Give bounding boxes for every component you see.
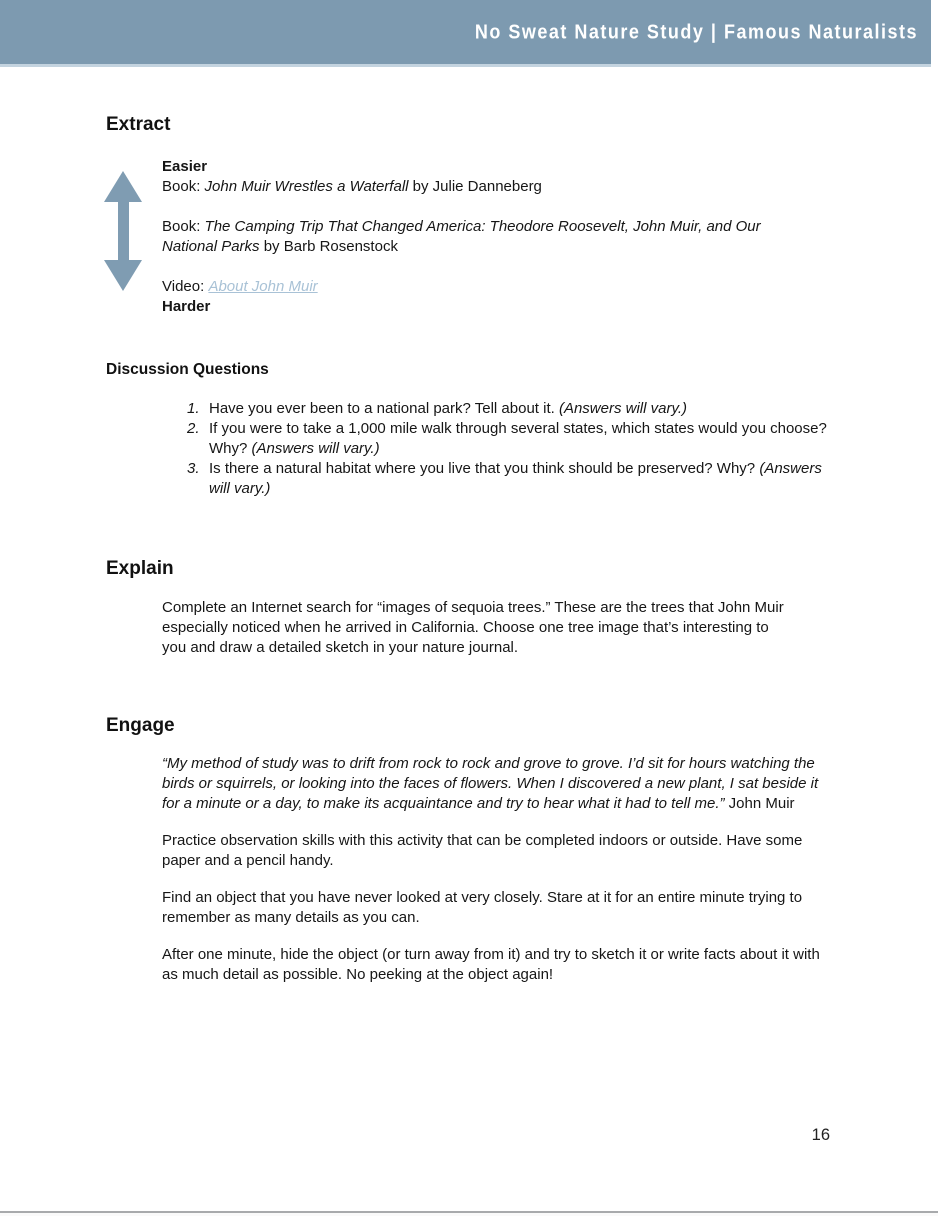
answer-note: (Answers will vary.) [558,400,688,417]
engage-heading: Engage [106,715,175,736]
about-john-muir-link[interactable]: About John Muir [208,278,318,295]
book1-prefix: Book: [162,178,205,195]
book2-prefix: Book: [162,218,205,235]
header-bar [0,0,931,67]
easier-label: Easier [162,158,208,175]
explain-heading: Explain [106,558,174,579]
answer-note: (Answers will vary.) [251,440,380,457]
main-content [0,70,938,985]
extract-heading: Extract [106,114,171,135]
book2-author: by Barb Rosenstock [259,238,398,255]
answer-note: (Answers will vary.) [209,460,822,497]
question-body: Have you ever been to a national park? Tell about it. [209,400,559,417]
question-text [209,459,829,499]
question-body: If you were to take a 1,000 mile walk through several states, which states would you choose? Why? [209,420,827,457]
question-body: Is there a natural habitat where you live that you think should be preserved? Why? [209,460,760,477]
arrow-up-head [104,171,142,202]
question-text [209,399,829,419]
question-text [209,419,829,459]
book1-author: by Julie Danneberg [408,178,542,195]
question-item [187,399,835,419]
video-entry [162,277,762,297]
engage-block [162,754,824,985]
engage-paragraph: Practice observation skills with this activity that can be completed indoors or outside. Have some paper and a pencil handy. [162,832,803,869]
john-muir-quote [162,754,824,814]
easier-harder-double-arrow-icon [104,171,142,291]
book-entry-1 [162,177,762,197]
page-number: 16 [811,1126,830,1144]
question-item [187,459,835,499]
engage-paragraph: After one minute, hide the object (or turn away from it) and try to sketch it or write facts about it with as much detail as possible. No peeking at the object again! [162,946,820,983]
book1-title: John Muir Wrestles a Waterfall [204,178,409,195]
harder-label: Harder [162,298,211,315]
discussion-questions-heading: Discussion Questions [106,361,269,378]
header-title: No Sweat Nature Study | Famous Naturalists [474,20,918,43]
question-number: 2. [187,420,200,437]
video-prefix: Video: [162,278,209,295]
extract-resource-block [162,157,762,317]
question-number: 3. [187,460,200,477]
arrow-down-head [104,260,142,291]
quote-text: “My method of study was to drift from rock to rock and grove to grove. I’d sit for hours watching the birds or squirrels, or looking into the faces of flowers. When I discovered a new plant, I sat beside it for a minute or a day, to make its acquaintance and try to hear what it had to tell me.” [162,755,819,812]
engage-paragraph: Find an object that you have never looked at very closely. Stare at it for an entire minute trying to remember as many details as you can. [162,889,803,926]
arrow-shaft [118,202,129,260]
question-item [187,419,835,459]
discussion-question-list [187,399,830,499]
book-entry-2 [162,217,762,257]
explain-paragraph: Complete an Internet search for “images of sequoia trees.” These are the trees that John Muir especially noticed when he arrived in California. Choose one tree image that’s interesting to you and draw a detailed sketch in your nature journal. [162,599,784,656]
book2-title: The Camping Trip That Changed America: Theodore Roosevelt, John Muir, and Our National Parks [162,218,761,255]
quote-attribution: John Muir [724,795,795,812]
question-number: 1. [187,400,200,417]
